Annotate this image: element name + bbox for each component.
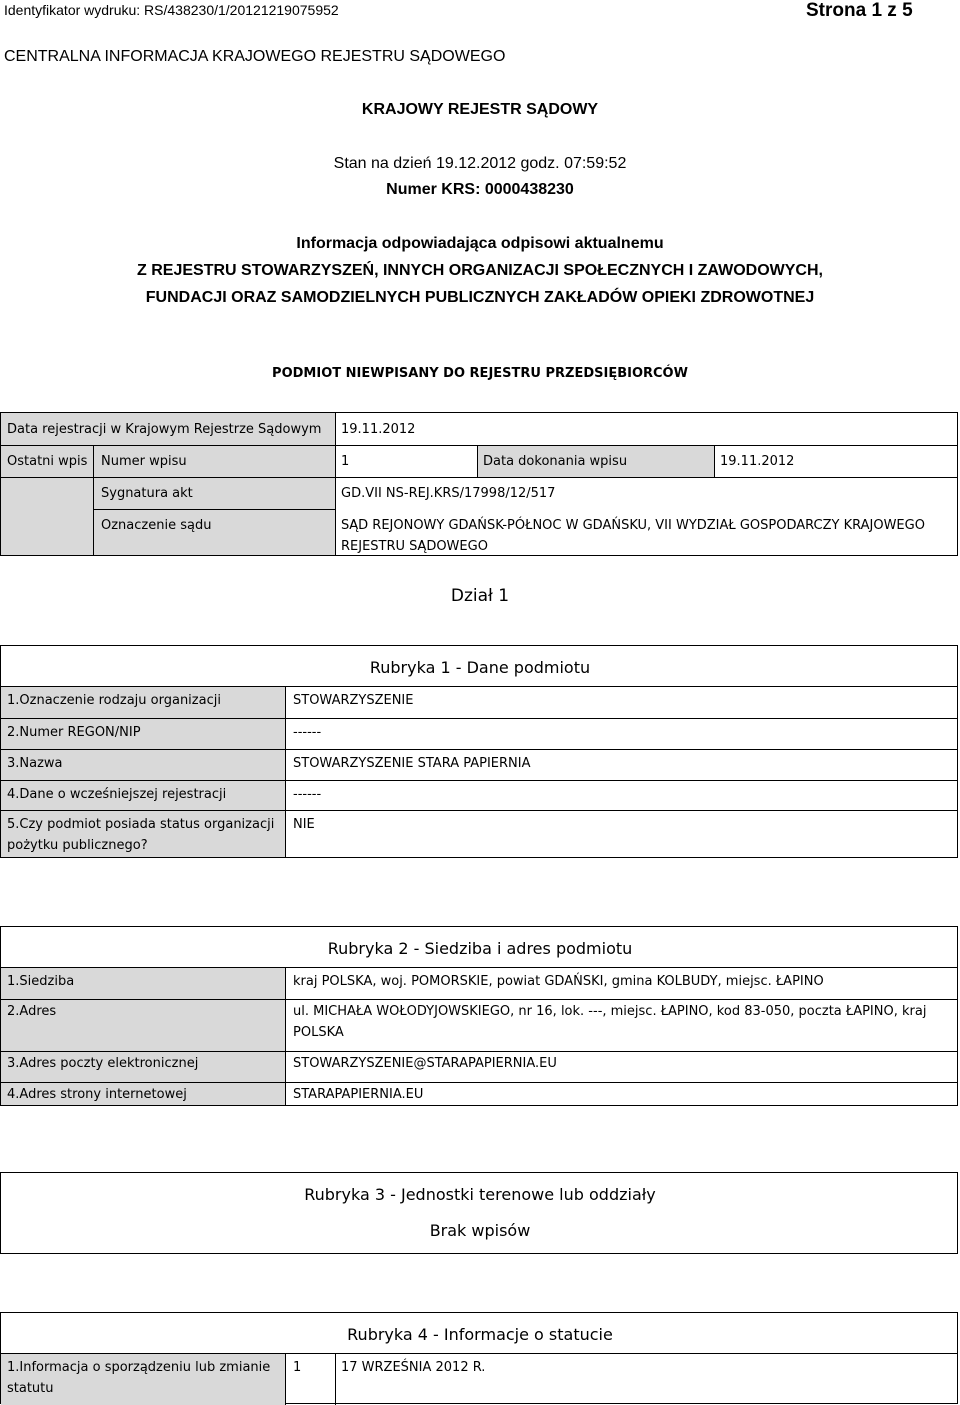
rubryka-4-title: Rubryka 4 - Informacje o statucie [347,1325,613,1344]
r1-label-1: 1.Oznaczenie rodzaju organizacji [7,693,221,708]
entry-number-value: 1 [341,454,350,469]
r1-label-4: 4.Dane o wcześniejszej rejestracji [7,787,227,802]
r1-label-5-line-2: pożytku publicznego? [7,838,148,853]
r1-label-2: 2.Numer REGON/NIP [7,725,141,740]
section-title: Dział 1 [450,586,510,606]
rubryka-3 [0,1172,958,1254]
entry-date-label: Data dokonania wpisu [483,454,628,469]
entry-date-value: 19.11.2012 [720,454,795,469]
info-line-2: Z REJESTRU STOWARZYSZEŃ, INNYCH ORGANIZACJI SPOŁECZNYCH I ZAWODOWYCH, [137,262,823,279]
reg-date-label: Data rejestracji w Krajowym Rejestrze Sądowym [7,422,322,437]
r2-value-1: kraj POLSKA, woj. POMORSKIE, powiat GDAŃSKI, gmina KOLBUDY, miejsc. ŁAPINO [293,974,824,989]
rubryka-1 [0,645,958,858]
rubryka-1-title: Rubryka 1 - Dane podmiotu [369,658,591,677]
r2-value-2-line-1: ul. MICHAŁA WOŁODYJOWSKIEGO, nr 16, lok. ---, miejsc. ŁAPINO, kod 83-050, poczta ŁAPINO, kraj [293,1004,927,1019]
info-line-3: FUNDACJI ORAZ SAMODZIELNYCH PUBLICZNYCH ZAKŁADÓW OPIEKI ZDROWOTNEJ [145,289,815,306]
info-line-1: Informacja odpowiadająca odpisowi aktualnemu [296,235,664,252]
registry-title: KRAJOWY REJESTR SĄDOWY [361,101,599,118]
court-label: Oznaczenie sądu [101,518,212,533]
r2-label-3: 3.Adres poczty elektronicznej [7,1056,199,1071]
rubryka-2 [0,926,958,1106]
signature-value: GD.VII NS-REJ.KRS/17998/12/517 [341,486,556,501]
r2-value-2-line-2: POLSKA [293,1025,344,1040]
r2-label-2: 2.Adres [7,1004,57,1019]
r4-label-line-1: 1.Informacja o sporządzeniu lub zmianie [7,1360,271,1375]
rubryka-4 [0,1312,958,1404]
state-date: Stan na dzień 19.12.2012 godz. 07:59:52 [333,155,627,172]
r4-row-value: 17 WRZEŚNIA 2012 R. [341,1360,486,1375]
r1-label-3: 3.Nazwa [7,756,63,771]
rubryka-2-title: Rubryka 2 - Siedziba i adres podmiotu [327,939,633,958]
entry-number-label: Numer wpisu [101,454,187,469]
print-identifier: Identyfikator wydruku: RS/438230/1/20121219075952 [4,2,339,18]
r1-value-5: NIE [293,817,315,832]
reg-date-value: 19.11.2012 [341,422,416,437]
org-name: CENTRALNA INFORMACJA KRAJOWEGO REJESTRU SĄDOWEGO [4,48,506,65]
r2-value-4: STARAPAPIERNIA.EU [293,1087,424,1102]
rubryka-3-empty: Brak wpisów [429,1221,531,1240]
court-value-line-1: SĄD REJONOWY GDAŃSK-PÓŁNOC W GDAŃSKU, VII WYDZIAŁ GOSPODARCZY KRAJOWEGO [341,518,925,533]
signature-label: Sygnatura akt [101,486,193,501]
court-value-line-2: REJESTRU SĄDOWEGO [341,539,488,554]
r1-value-4: ------ [293,787,322,802]
rubryka-3-title: Rubryka 3 - Jednostki terenowe lub oddziały [304,1185,656,1204]
r1-value-3: STOWARZYSZENIE STARA PAPIERNIA [293,756,531,771]
krs-number: Numer KRS: 0000438230 [386,181,574,198]
r2-label-4: 4.Adres strony internetowej [7,1087,187,1102]
last-entry-label: Ostatni wpis [7,454,88,469]
r4-row-number: 1 [293,1360,302,1375]
registration-table [0,412,958,556]
r1-label-5-line-1: 5.Czy podmiot posiada status organizacji [7,817,275,832]
r1-value-2: ------ [293,725,322,740]
subject-note: PODMIOT NIEWPISANY DO REJESTRU PRZEDSIĘBIORCÓW [272,366,688,381]
r2-value-3: STOWARZYSZENIE@STARAPAPIERNIA.EU [293,1056,557,1071]
r1-value-1: STOWARZYSZENIE [293,693,414,708]
r2-label-1: 1.Siedziba [7,974,75,989]
r4-label-line-2: statutu [7,1381,54,1396]
page-number: Strona 1 z 5 [806,0,913,21]
